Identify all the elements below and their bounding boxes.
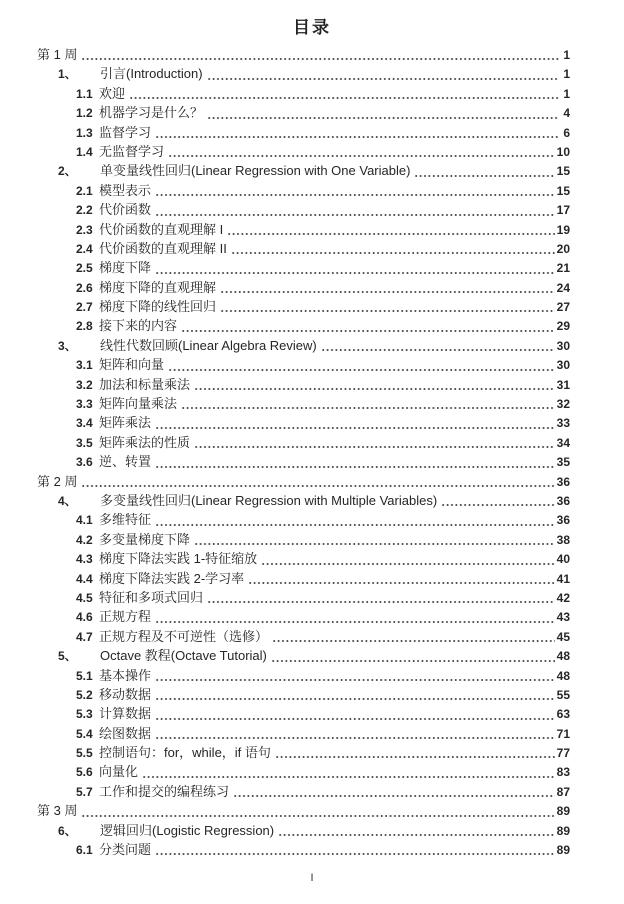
toc-entry-label: 控制语句：for，while，if 语句: [99, 745, 271, 761]
toc-entry-number: 1、: [58, 67, 77, 82]
dot-leader: [194, 446, 555, 448]
toc-entry[interactable]: [0, 336, 624, 355]
toc-entry[interactable]: [0, 704, 624, 723]
toc-entry-number: 5.3: [76, 707, 93, 722]
dot-leader: [227, 233, 554, 235]
toc-entry-number: 1.2: [76, 106, 93, 121]
toc-entry[interactable]: [0, 724, 624, 743]
toc-entry-number: 2.6: [76, 280, 93, 295]
toc-entry-page: 38: [556, 532, 570, 547]
toc-entry-page: 6: [563, 125, 570, 140]
toc-entry[interactable]: [0, 666, 624, 685]
dot-leader: [181, 407, 555, 409]
dot-leader: [155, 272, 555, 274]
toc-entry[interactable]: [0, 142, 624, 161]
toc-entry-number: 5.6: [76, 765, 93, 780]
dot-leader: [81, 815, 554, 817]
dot-leader: [181, 330, 555, 332]
dot-leader: [155, 737, 555, 739]
toc-entry-number: 3.5: [76, 435, 93, 450]
toc-entry[interactable]: [0, 123, 624, 142]
toc-entry-page: 43: [556, 610, 570, 625]
toc-entry-page: 42: [556, 590, 570, 605]
toc-entry[interactable]: [0, 762, 624, 781]
toc-entry-number: 5.2: [76, 687, 93, 702]
toc-entry-label: 绘图数据: [99, 725, 152, 741]
dot-leader: [129, 97, 559, 99]
dot-leader: [271, 660, 555, 662]
toc-entry[interactable]: [0, 278, 624, 297]
toc-entry-label: 分类问题: [99, 842, 152, 858]
toc-entry[interactable]: [0, 530, 624, 549]
toc-entry-label: 代价函数的直观理解 II: [99, 240, 227, 256]
toc-entry-label: 第 3 周: [37, 803, 78, 819]
toc-entry-label: 逻辑回归(Logistic Regression): [100, 822, 275, 838]
toc-entry-label: 单变量线性回归(Linear Regression with One Variable): [100, 163, 411, 179]
toc-entry-number: 3、: [58, 338, 77, 353]
toc-entry[interactable]: [0, 433, 624, 452]
dot-leader: [321, 349, 555, 351]
dot-leader: [207, 117, 559, 119]
page-title: 目录: [293, 18, 331, 37]
toc-entry-label: 引言(Introduction): [100, 66, 203, 82]
toc-entry-page: 29: [556, 319, 570, 334]
toc-entry-label: 第 2 周: [37, 473, 78, 489]
dot-leader: [155, 194, 555, 196]
toc-entry[interactable]: [0, 84, 624, 103]
toc-entry-page: 1: [563, 48, 570, 62]
dot-leader: [248, 582, 554, 584]
toc-entry-page: 87: [556, 784, 570, 799]
toc-entry-number: 5.7: [76, 784, 93, 799]
dot-leader: [275, 756, 555, 758]
dot-leader: [155, 466, 555, 468]
toc-entry[interactable]: [0, 220, 624, 239]
toc-entry-number: 2、: [58, 164, 77, 179]
toc-entry[interactable]: [0, 375, 624, 394]
toc-entry-page: 55: [556, 687, 570, 702]
dot-leader: [168, 155, 555, 157]
footer-page-number: I: [310, 872, 314, 885]
dot-leader: [155, 524, 555, 526]
toc-entry-label: 多变量梯度下降: [99, 531, 191, 547]
dot-leader: [194, 543, 555, 545]
toc-entry-page: 15: [556, 164, 570, 179]
toc-entry-number: 4、: [58, 493, 77, 508]
toc-entry-label: 第 1 周: [37, 47, 78, 62]
toc-entry-label: 加法和标量乘法: [99, 376, 191, 392]
toc-entry-page: 32: [556, 397, 570, 412]
toc-entry-number: 4.7: [76, 629, 93, 644]
toc-entry-page: 36: [556, 493, 570, 508]
toc-entry-label: 矩阵和向量: [99, 357, 165, 373]
toc-entry-number: 2.7: [76, 300, 93, 315]
toc-entry-number: 4.5: [76, 590, 93, 605]
toc-entry[interactable]: [0, 45, 624, 64]
dot-leader: [220, 291, 555, 293]
toc-entry-label: 代价函数: [99, 202, 152, 218]
toc-entry-page: 63: [556, 707, 570, 722]
toc-entry[interactable]: [0, 103, 624, 122]
dot-leader: [155, 621, 555, 623]
toc-entry[interactable]: [0, 588, 624, 607]
toc-entry[interactable]: [0, 452, 624, 471]
dot-leader: [272, 640, 555, 642]
toc-entry-page: 24: [556, 280, 570, 295]
toc-entry-number: 3.4: [76, 416, 93, 431]
dot-leader: [168, 369, 555, 371]
toc-entry-page: 31: [556, 377, 570, 392]
toc-entry[interactable]: [0, 491, 624, 510]
dot-leader: [155, 698, 555, 700]
toc-entry-label: 基本操作: [99, 667, 152, 683]
dot-leader: [194, 388, 555, 390]
toc-entry[interactable]: [0, 569, 624, 588]
toc-entry-page: 10: [556, 144, 570, 159]
toc-entry-page: 34: [556, 435, 570, 450]
toc-entry-number: 3.2: [76, 377, 93, 392]
toc-entry-page: 36: [556, 513, 570, 528]
toc-entry-number: 4.2: [76, 532, 93, 547]
toc-entry-page: 27: [556, 300, 570, 315]
toc-entry-label: 机器学习是什么？: [99, 105, 204, 121]
toc-entry[interactable]: [0, 297, 624, 316]
toc-entry-number: 6.1: [76, 843, 93, 858]
toc-entry-number: 1.4: [76, 144, 93, 159]
toc-entry-label: 梯度下降: [99, 260, 152, 276]
toc-entry-page: 89: [556, 843, 570, 858]
toc-entry-number: 2.4: [76, 241, 93, 256]
toc-entry-label: 矩阵乘法: [99, 415, 152, 431]
toc-entry-number: 3.1: [76, 358, 93, 373]
toc-entry-number: 2.2: [76, 203, 93, 218]
toc-entry[interactable]: [0, 510, 624, 529]
toc-entry-number: 4.3: [76, 552, 93, 567]
toc-entry-number: 5.5: [76, 746, 93, 761]
toc-entry[interactable]: [0, 743, 624, 762]
dot-leader: [414, 175, 554, 177]
toc-entry-page: 40: [556, 552, 570, 567]
toc-entry[interactable]: [0, 840, 624, 859]
toc-entry-page: 19: [556, 222, 570, 237]
toc-entry-label: 工作和提交的编程练习: [99, 783, 230, 799]
toc-entry-label: 多变量线性回归(Linear Regression with Multiple Variables): [100, 492, 438, 508]
dot-leader: [155, 427, 555, 429]
toc-entry[interactable]: [0, 627, 624, 646]
toc-entry-number: 5、: [58, 649, 77, 664]
dot-leader: [233, 795, 555, 797]
dot-leader: [220, 310, 555, 312]
toc-entry[interactable]: [0, 607, 624, 626]
toc-entry-label: Octave 教程(Octave Tutorial): [100, 648, 267, 664]
toc-entry-number: 3.3: [76, 397, 93, 412]
dot-leader: [261, 563, 554, 565]
toc-entry-page: 35: [556, 455, 570, 470]
dot-leader: [207, 78, 559, 80]
toc-entry[interactable]: [0, 413, 624, 432]
dot-leader: [207, 601, 555, 603]
toc-entry[interactable]: [0, 161, 624, 180]
toc-entry-page: 89: [556, 823, 570, 838]
toc-entry-number: 3.6: [76, 455, 93, 470]
toc-entry-page: 21: [556, 261, 570, 276]
toc-entry[interactable]: [0, 181, 624, 200]
dot-leader: [155, 853, 555, 855]
toc-entry-label: 特征和多项式回归: [99, 589, 204, 605]
toc-entry[interactable]: [0, 646, 624, 665]
toc-entry-number: 5.1: [76, 668, 93, 683]
toc-entry-label: 梯度下降法实践 1-特征缩放: [99, 551, 258, 567]
toc-entry-label: 向量化: [99, 764, 139, 780]
toc-entry-page: 77: [556, 746, 570, 761]
toc-entry-page: 1: [563, 67, 570, 82]
dot-leader: [231, 252, 555, 254]
toc-entry-label: 正规方程: [99, 609, 152, 625]
toc-entry[interactable]: [0, 685, 624, 704]
toc-entry-label: 梯度下降的直观理解: [99, 279, 217, 295]
toc-entry-page: 4: [563, 106, 570, 121]
toc-entry-label: 无监督学习: [99, 143, 165, 159]
toc-entry-page: 48: [556, 668, 570, 683]
toc-entry-page: 17: [556, 203, 570, 218]
toc-entry-page: 1: [563, 86, 570, 101]
toc-entry[interactable]: [0, 355, 624, 374]
toc-entry-page: 20: [556, 241, 570, 256]
toc-entry-label: 移动数据: [99, 686, 152, 702]
toc-entry[interactable]: [0, 239, 624, 258]
toc-entry[interactable]: [0, 782, 624, 801]
dot-leader: [155, 718, 555, 720]
toc-entry[interactable]: [0, 801, 624, 820]
toc-entry[interactable]: [0, 258, 624, 277]
toc-entry-number: 6、: [58, 823, 77, 838]
toc-entry-number: 2.1: [76, 183, 93, 198]
dot-leader: [155, 679, 555, 681]
toc-entry-label: 模型表示: [99, 182, 152, 198]
dot-leader: [155, 136, 559, 138]
toc-entry-page: 83: [556, 765, 570, 780]
toc-entry-label: 多维特征: [99, 512, 152, 528]
toc-entry-page: 36: [556, 474, 570, 489]
toc-entry-label: 代价函数的直观理解 I: [99, 221, 224, 237]
toc-entry-label: 矩阵向量乘法: [99, 396, 178, 412]
toc-entry-label: 梯度下降法实践 2-学习率: [99, 570, 245, 586]
toc-entry-label: 正规方程及不可逆性（选修）: [99, 628, 269, 644]
toc-entry-page: 45: [556, 629, 570, 644]
toc-entry[interactable]: [0, 200, 624, 219]
toc-entry-number: 4.4: [76, 571, 93, 586]
toc-entry[interactable]: [0, 64, 624, 83]
dot-leader: [81, 485, 554, 487]
toc-entry-label: 矩阵乘法的性质: [99, 434, 191, 450]
toc-entry-label: 梯度下降的线性回归: [99, 299, 217, 315]
toc-entry[interactable]: [0, 316, 624, 335]
toc-entry[interactable]: [0, 549, 624, 568]
toc-entry-page: 41: [556, 571, 570, 586]
toc-entry[interactable]: [0, 394, 624, 413]
toc-entry-page: 15: [556, 183, 570, 198]
toc-entry-number: 4.1: [76, 513, 93, 528]
dot-leader: [81, 58, 559, 60]
toc-entry[interactable]: [0, 821, 624, 840]
toc-entry-number: 5.4: [76, 726, 93, 741]
toc-entry-number: 1.3: [76, 125, 93, 140]
table-of-contents: [0, 45, 624, 859]
toc-entry-page: 30: [556, 338, 570, 353]
toc-entry-page: 30: [556, 358, 570, 373]
dot-leader: [155, 214, 555, 216]
toc-entry-number: 2.3: [76, 222, 93, 237]
toc-entry-label: 监督学习: [99, 124, 152, 140]
dot-leader: [142, 776, 555, 778]
toc-entry-number: 2.8: [76, 319, 93, 334]
toc-entry-number: 4.6: [76, 610, 93, 625]
dot-leader: [278, 834, 555, 836]
toc-entry-label: 线性代数回顾(Linear Algebra Review): [100, 337, 317, 353]
toc-entry-page: 89: [556, 804, 570, 819]
toc-entry-label: 欢迎: [99, 85, 126, 101]
toc-entry-number: 1.1: [76, 86, 93, 101]
toc-entry[interactable]: [0, 472, 624, 491]
toc-entry-label: 逆、转置: [99, 454, 152, 470]
toc-entry-page: 71: [556, 726, 570, 741]
dot-leader: [441, 504, 554, 506]
toc-page: [0, 13, 624, 904]
toc-entry-number: 2.5: [76, 261, 93, 276]
toc-entry-label: 计算数据: [99, 706, 152, 722]
toc-entry-page: 48: [556, 649, 570, 664]
toc-entry-page: 33: [556, 416, 570, 431]
toc-entry-label: 接下来的内容: [99, 318, 178, 334]
